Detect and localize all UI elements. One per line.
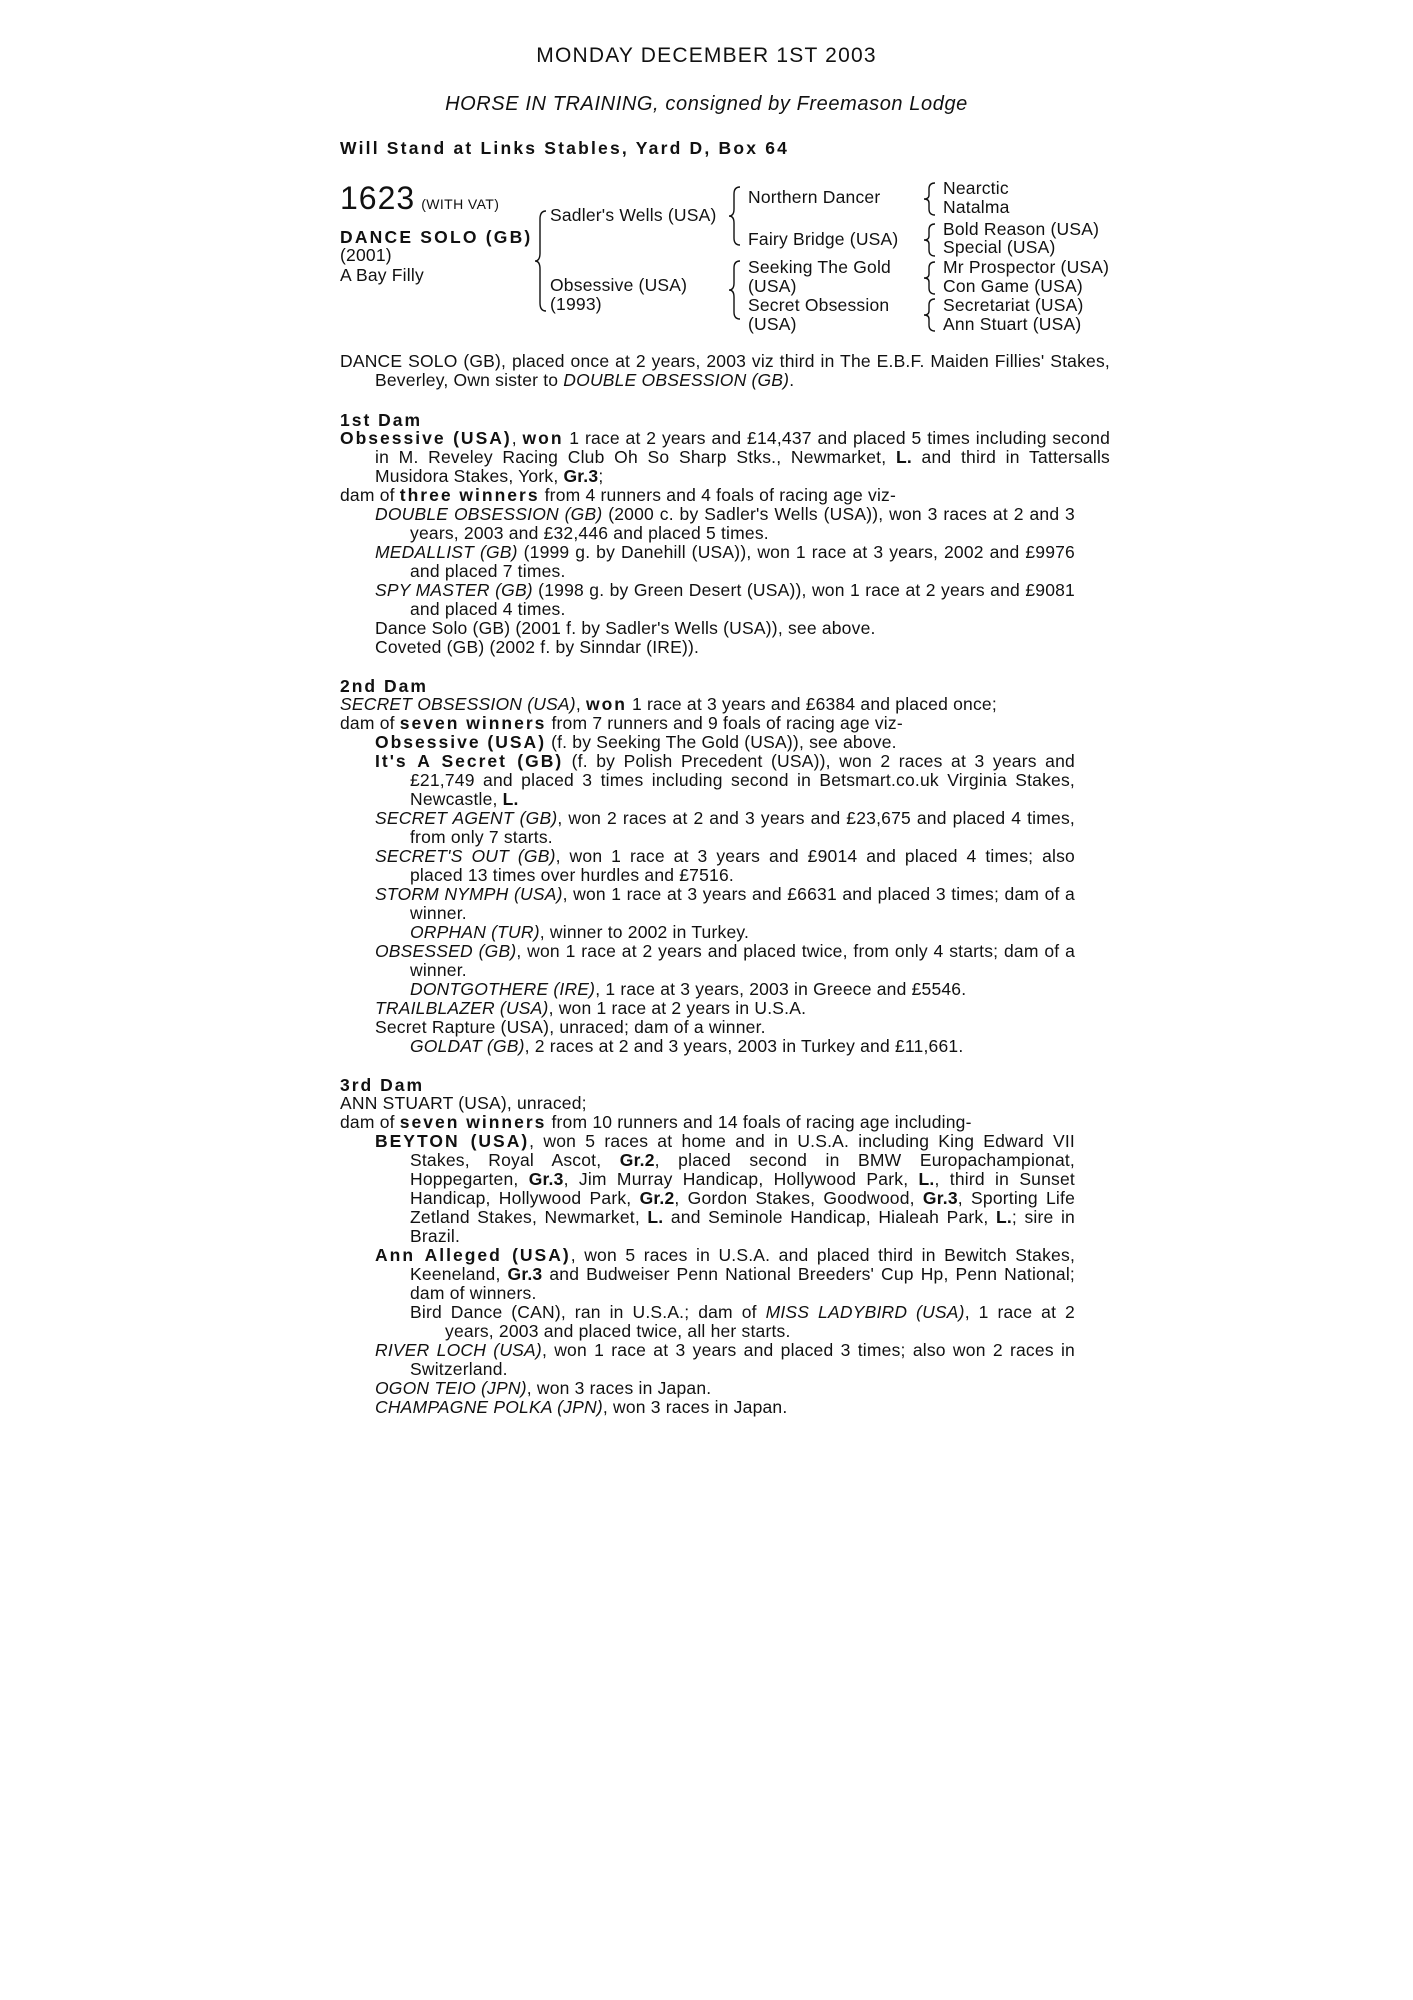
produce-name: ORPHAN (TUR) <box>410 922 540 942</box>
produce-text: , won 1 race at 2 years in U.S.A. <box>548 998 807 1018</box>
produce-secret-rapture: Secret Rapture (USA), unraced; dam of a winner. <box>375 1017 766 1037</box>
produce-obsessive <box>375 733 897 752</box>
produce-name: GOLDAT (GB) <box>410 1036 525 1056</box>
pedigree-dam-year: (1993) <box>550 294 602 314</box>
produce-text: (f. by Seeking The Gold (USA)), see above. <box>546 732 897 752</box>
foal-name: DOUBLE OBSESSION (GB) <box>375 504 603 524</box>
produce-text: , 1 race at 3 years, 2003 in Greece and £5546. <box>595 979 967 999</box>
pedigree-ddd: Ann Stuart (USA) <box>943 314 1082 334</box>
produce-name: BEYTON (USA) <box>375 1131 530 1151</box>
intro-sibling: DOUBLE OBSESSION (GB) <box>563 370 790 390</box>
pedigree-dam-sire-1: Seeking The Gold <box>748 257 891 277</box>
pedigree-sire-dam: Fairy Bridge (USA) <box>748 229 899 249</box>
dam-of-c: from 4 runners and 4 foals of racing age viz- <box>539 485 897 505</box>
first-dam-produce-line <box>340 486 896 505</box>
dam-of-a: dam of <box>340 713 400 733</box>
pedigree-dds: Secretariat (USA) <box>943 295 1084 315</box>
produce-beyton <box>375 1132 1075 1246</box>
third-dam-name: ANN STUART (USA), unraced; <box>340 1093 587 1113</box>
produce-text: Bird Dance (CAN), ran in U.S.A.; dam of <box>410 1302 766 1322</box>
group-marker: Gr.3 <box>563 466 599 486</box>
pedigree-sire-sire: Northern Dancer <box>748 187 881 207</box>
group-marker: Gr.3 <box>528 1169 564 1189</box>
pedigree-bracket-ds <box>923 260 937 296</box>
produce-text: , won 3 races in Japan. <box>526 1378 712 1398</box>
second-dam-won: won <box>585 694 627 714</box>
horse-description: A Bay Filly <box>340 265 424 285</box>
produce-name: RIVER LOCH (USA) <box>375 1340 542 1360</box>
produce-name: CHAMPAGNE POLKA (JPN) <box>375 1397 603 1417</box>
pedigree-bracket-dd <box>923 297 937 333</box>
pedigree-sss: Nearctic <box>943 178 1009 198</box>
pedigree-bracket-ss <box>923 181 937 217</box>
pedigree-dam-sire-2: (USA) <box>748 276 797 296</box>
stable-location: Will Stand at Links Stables, Yard D, Box 64 <box>340 138 790 158</box>
produce-name: OBSESSED (GB) <box>375 941 517 961</box>
produce-text: (f. by Polish Precedent (USA)), won 2 races at 3 years and £21,749 and placed 3 times including second in Betsmart.co.uk Virginia Stakes, Newcastle, <box>410 751 1075 809</box>
produce-name: SECRET'S OUT (GB) <box>375 846 556 866</box>
dam-of-winners: seven winners <box>399 713 547 733</box>
pedigree-dss: Mr Prospector (USA) <box>943 257 1110 277</box>
produce-text: and Budweiser Penn National Breeders' Cup Hp, Penn National; dam of winners. <box>410 1264 1075 1303</box>
listed-marker: L. <box>918 1169 935 1189</box>
first-dam-record-b: and third in Tattersalls Musidora Stakes, York, <box>375 447 1110 486</box>
produce-text: , winner to 2002 in Turkey. <box>539 922 750 942</box>
produce-name: SECRET AGENT (GB) <box>375 808 558 828</box>
pedigree-bracket-sire <box>728 185 742 247</box>
group-marker: Gr.2 <box>619 1150 655 1170</box>
first-dam-record-c: ; <box>598 466 604 486</box>
produce-text: , Gordon Stakes, Goodwood, <box>674 1188 923 1208</box>
second-dam-produce-line <box>340 714 903 733</box>
second-dam-name: SECRET OBSESSION (USA) <box>340 694 576 714</box>
group-marker: Gr.3 <box>507 1264 543 1284</box>
lot-number-value: 1623 <box>340 180 416 216</box>
intro-end: . <box>789 370 795 390</box>
produce-trailblazer <box>375 999 806 1018</box>
produce-ann-alleged <box>375 1246 1075 1303</box>
produce-ogon-teio <box>375 1379 711 1398</box>
listed-marker: L. <box>995 1207 1012 1227</box>
pedigree-dam-dam-2: (USA) <box>748 314 797 334</box>
foal-text: (1998 g. by Green Desert (USA)), won 1 race at 2 years and £9081 and placed 4 times. <box>410 580 1075 619</box>
produce-orphan <box>410 923 749 942</box>
pedigree-dam-dam-1: Secret Obsession <box>748 295 890 315</box>
dam-of-c: from 7 runners and 9 foals of racing age viz- <box>546 713 903 733</box>
pedigree-sds: Bold Reason (USA) <box>943 219 1100 239</box>
dam-of-winners: three winners <box>399 485 540 505</box>
first-dam-name: Obsessive (USA) <box>340 428 512 448</box>
produce-text: , 2 races at 2 and 3 years, 2003 in Turkey and £11,661. <box>524 1036 964 1056</box>
second-dam-record: SECRET OBSESSION (USA), won 1 race at 3 years and £6384 and placed once; <box>340 694 997 714</box>
dam-of-winners: seven winners <box>399 1112 547 1132</box>
vat-note: (WITH VAT) <box>421 196 500 212</box>
foal-coveted: Coveted (GB) (2002 f. by Sinndar (IRE)). <box>375 637 700 657</box>
produce-name: TRAILBLAZER (USA) <box>375 998 549 1018</box>
group-marker: Gr.3 <box>922 1188 958 1208</box>
produce-text: , 1 race at 2 years, 2003 and placed twice, all her starts. <box>445 1302 1075 1341</box>
produce-text: , won 5 races in U.S.A. and placed third in Bewitch Stakes, Keeneland, <box>410 1245 1076 1284</box>
produce-goldat <box>410 1037 963 1056</box>
foal-text: (1999 g. by Danehill (USA)), won 1 race at 3 years, 2002 and £9976 and placed 7 times. <box>410 542 1075 581</box>
produce-name: Obsessive (USA) <box>375 732 547 752</box>
produce-text: , won 2 races at 2 and 3 years and £23,675 and placed 4 times, from only 7 starts. <box>410 808 1075 847</box>
second-dam-record-text: 1 race at 3 years and £6384 and placed once; <box>626 694 997 714</box>
pedigree-dam: Obsessive (USA) <box>550 275 688 295</box>
dam-of-a: dam of <box>340 485 400 505</box>
produce-text: ; sire in Brazil. <box>410 1207 1075 1246</box>
produce-name: STORM NYMPH (USA) <box>375 884 563 904</box>
produce-secret-agent <box>375 809 1075 847</box>
produce-text: , Jim Murray Handicap, Hollywood Park, <box>563 1169 919 1189</box>
foal-spy-master <box>375 581 1075 619</box>
produce-text: , won 5 races at home and in U.S.A. including King Edward VII Stakes, Royal Ascot, <box>410 1131 1075 1170</box>
pedigree-sdd: Special (USA) <box>943 237 1056 257</box>
produce-obsessed <box>375 942 1075 980</box>
sale-date: MONDAY DECEMBER 1ST 2003 <box>536 44 877 67</box>
listed-marker: L. <box>502 789 519 809</box>
produce-name: DONTGOTHERE (IRE) <box>410 979 596 999</box>
produce-text: and Seminole Handicap, Hialeah Park, <box>663 1207 996 1227</box>
dam-of-c: from 10 runners and 14 foals of racing age including- <box>546 1112 972 1132</box>
produce-storm-nymph <box>375 885 1075 923</box>
produce-name: It's A Secret (GB) <box>375 751 564 771</box>
produce-text: , won 1 race at 2 years and placed twice, from only 4 starts; dam of a winner. <box>410 941 1075 980</box>
foal-name: SPY MASTER (GB) <box>375 580 533 600</box>
produce-text: , won 3 races in Japan. <box>602 1397 788 1417</box>
first-dam-won: won <box>522 428 564 448</box>
pedigree-dsd: Con Game (USA) <box>943 276 1083 296</box>
produce-river-loch <box>375 1341 1075 1379</box>
foal-dance-solo: Dance Solo (GB) (2001 f. by Sadler's Wells (USA)), see above. <box>375 618 876 638</box>
pedigree-bracket-dam <box>728 259 742 321</box>
lot-number <box>340 180 499 217</box>
pedigree-ssd: Natalma <box>943 197 1010 217</box>
produce-text: , Sporting Life Zetland Stakes, Newmarket, <box>410 1188 1076 1227</box>
produce-champagne-polka <box>375 1398 787 1417</box>
produce-name: OGON TEIO (JPN) <box>375 1378 527 1398</box>
produce-text: , won 1 race at 3 years and £9014 and placed 4 times; also placed 13 times over hurdles and £7516. <box>410 846 1075 885</box>
listed-marker: L. <box>895 447 912 467</box>
intro-paragraph <box>340 352 1110 390</box>
produce-dontgothere <box>410 980 966 999</box>
third-dam-heading: 3rd Dam <box>340 1075 425 1095</box>
dam-of-a: dam of <box>340 1112 400 1132</box>
foal-name: MEDALLIST (GB) <box>375 542 518 562</box>
second-dam-heading: 2nd Dam <box>340 676 428 696</box>
consignment-line: HORSE IN TRAINING, consigned by Freemason Lodge <box>445 93 968 115</box>
pedigree-bracket-sd <box>923 222 937 258</box>
produce-text: , placed second in BMW Europachampionat, Hoppegarten, <box>410 1150 1075 1189</box>
foal-text: (2000 c. by Sadler's Wells (USA)), won 3 races at 2 and 3 years, 2003 and £32,446 and placed 5 times. <box>410 504 1075 543</box>
pedigree-sire: Sadler's Wells (USA) <box>550 205 717 225</box>
produce-text: , won 1 race at 3 years and £6631 and placed 3 times; dam of a winner. <box>410 884 1075 923</box>
third-dam-produce-line <box>340 1113 972 1132</box>
intro-text: DANCE SOLO (GB), placed once at 2 years, 2003 viz third in The E.B.F. Maiden Fillies' Stakes, Beverley, Own sister to <box>340 351 1110 390</box>
produce-its-a-secret <box>375 752 1075 809</box>
first-dam-record: Obsessive (USA), won 1 race at 2 years and £14,437 and placed 5 times including second in M. Reveley Racing Club Oh So Sharp Stks., Newmarket, L. and third in Tattersalls Musidora Stakes, York, Gr.3; <box>340 428 1111 486</box>
produce-bird-dance <box>410 1303 1075 1341</box>
pedigree-bracket-main <box>534 209 548 313</box>
foal-medallist <box>375 543 1075 581</box>
group-marker: Gr.2 <box>639 1188 675 1208</box>
produce-text: , won 1 race at 3 years and placed 3 times; also won 2 races in Switzerland. <box>410 1340 1075 1379</box>
first-dam-heading: 1st Dam <box>340 410 423 430</box>
foal-double-obsession <box>375 505 1075 543</box>
first-dam-record-a: 1 race at 2 years and £14,437 and placed 5 times including second in M. Reveley Racing Club Oh So Sharp Stks., Newmarket, <box>375 428 1111 467</box>
produce-secrets-out <box>375 847 1075 885</box>
listed-marker: L. <box>647 1207 664 1227</box>
produce-text: , third in Sunset Handicap, Hollywood Park, <box>410 1169 1075 1208</box>
produce-name: MISS LADYBIRD (USA) <box>765 1302 965 1322</box>
produce-name: Ann Alleged (USA) <box>375 1245 571 1265</box>
horse-year: (2001) <box>340 245 392 265</box>
horse-name: DANCE SOLO (GB) <box>340 227 533 247</box>
